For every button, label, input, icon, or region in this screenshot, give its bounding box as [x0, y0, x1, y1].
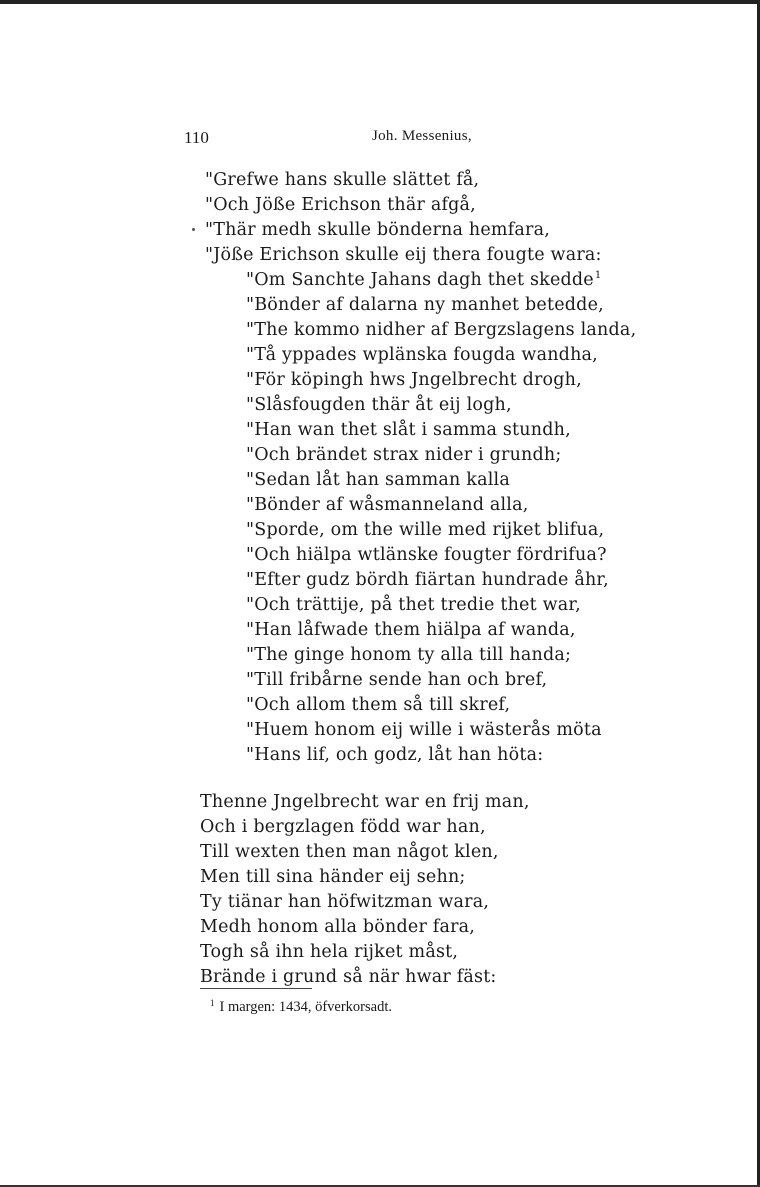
verse-line: "Bönder af dalarna ny manhet betedde,: [246, 295, 604, 315]
verse-line: "Hans lif, och godz, låt han höta:: [246, 745, 544, 765]
footnote-marker: 1: [210, 998, 215, 1008]
verse-line: "Sporde, om the wille med rijket blifua,: [246, 520, 605, 540]
verse-line: "Huem honom eij wille i wästerås möta: [246, 720, 602, 740]
verse-line: "Och Jöße Erichson thär afgå,: [205, 195, 476, 215]
verse-line: "Han wan thet slåt i samma stundh,: [246, 420, 571, 440]
verse-line: "Till fribårne sende han och bref,: [246, 670, 548, 690]
footnote-ref: 1: [594, 270, 602, 281]
verse-line: "Grefwe hans skulle slättet få,: [205, 170, 480, 190]
verse-line: "Han låfwade them hiälpa af wanda,: [246, 620, 576, 640]
verse-line: "Bönder af wåsmanneland alla,: [246, 495, 529, 515]
verse-line: "Tå yppades wplänska fougda wandha,: [246, 345, 598, 365]
verse-line: Men till sina händer eij sehn;: [200, 867, 466, 887]
verse-line: "Och trättije, på thet tredie thet war,: [246, 595, 581, 615]
verse-text: "Om Sanchte Jahans dagh thet skedde: [246, 270, 594, 290]
verse-line: "För köpingh hws Jngelbrecht drogh,: [246, 370, 582, 390]
margin-mark: [192, 228, 195, 231]
verse-line: Thenne Jngelbrecht war en frij man,: [200, 792, 530, 812]
verse-line: "Thär medh skulle bönderna hemfara,: [205, 220, 551, 240]
verse-line: "The ginge honom ty alla till handa;: [246, 645, 572, 665]
verse-line: "Och brändet strax nider i grundh;: [246, 445, 562, 465]
verse-line: Medh honom alla bönder fara,: [200, 917, 476, 937]
verse-line: "Efter gudz bördh fiärtan hundrade åhr,: [246, 570, 609, 590]
verse-line: Ty tiänar han höfwitzman wara,: [200, 892, 490, 912]
running-head: Joh. Messenius,: [372, 128, 472, 144]
verse-line: Och i bergzlagen född war han,: [200, 817, 486, 837]
verse-line: Togh så ihn hela rijket måst,: [200, 942, 459, 962]
verse-line: "Jöße Erichson skulle eij thera fougte wara:: [205, 245, 602, 265]
footnote-rule: [200, 988, 312, 989]
verse-line: "Sedan låt han samman kalla: [246, 470, 510, 490]
verse-line: "Och allom them så till skref,: [246, 695, 511, 715]
verse-line: "Slåsfougden thär åt eij logh,: [246, 395, 512, 415]
footnote-text: I margen: 1434, öfverkorsadt.: [219, 999, 392, 1015]
page-header: [0, 128, 760, 152]
verse-line: [246, 270, 601, 290]
page-edge-top: [0, 0, 760, 4]
page-number: 110: [184, 128, 209, 147]
verse-line: "The kommo nidher af Bergzslagens landa,: [246, 320, 637, 340]
verse-line: "Och hiälpa wtlänske fougter fördrifua?: [246, 545, 607, 565]
verse-line: Till wexten then man något klen,: [200, 842, 499, 862]
verse-line: Brände i grund så när hwar fäst:: [200, 967, 497, 987]
footnote: [210, 998, 392, 1016]
